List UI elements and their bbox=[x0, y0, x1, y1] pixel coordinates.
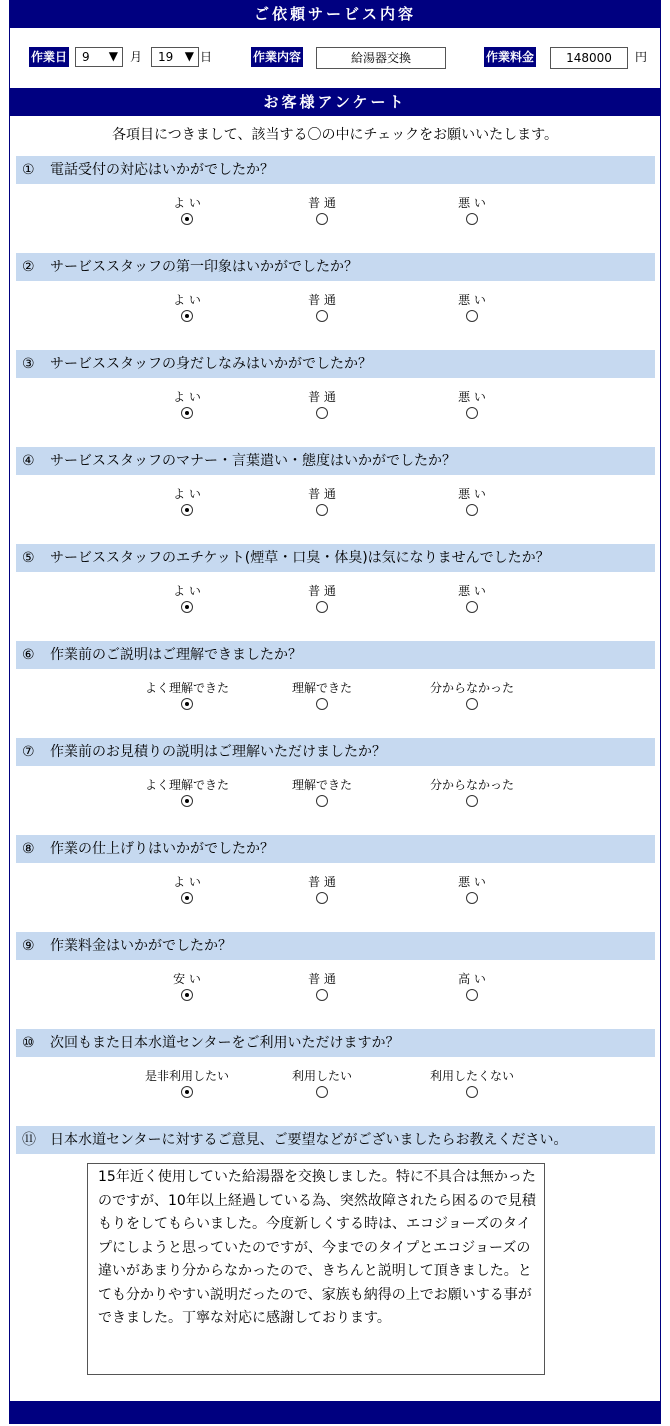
question-6-bar bbox=[16, 641, 655, 669]
radio-button[interactable] bbox=[466, 795, 478, 807]
radio-button[interactable] bbox=[316, 504, 328, 516]
radio-button[interactable] bbox=[181, 989, 193, 1001]
question-4-bar bbox=[16, 447, 655, 475]
question-text: サービススタッフのエチケット(煙草・口臭・体臭)は気になりませんでしたか？ bbox=[50, 550, 550, 566]
question-1-option-3[interactable] bbox=[412, 196, 532, 225]
option-label: 普 通 bbox=[308, 293, 336, 307]
option-label: 普 通 bbox=[308, 972, 336, 986]
question-number: ① bbox=[22, 162, 35, 178]
day-value: 19 bbox=[158, 50, 174, 64]
work-content-field[interactable]: 給湯器交換 bbox=[316, 47, 446, 69]
question-number: ⑧ bbox=[22, 841, 35, 857]
question-4-option-1[interactable] bbox=[127, 487, 247, 516]
question-10-bar bbox=[16, 1029, 655, 1057]
radio-button[interactable] bbox=[466, 407, 478, 419]
question-6-option-1[interactable] bbox=[127, 681, 247, 710]
question-5-option-2[interactable] bbox=[262, 584, 382, 613]
question-4-option-3[interactable] bbox=[412, 487, 532, 516]
question-9-bar bbox=[16, 932, 655, 960]
question-9-option-3[interactable] bbox=[412, 972, 532, 1001]
work-fee-label: 作業料金 bbox=[484, 47, 536, 67]
radio-button[interactable] bbox=[181, 601, 193, 613]
question-11-bar bbox=[16, 1126, 655, 1154]
radio-button[interactable] bbox=[316, 601, 328, 613]
radio-button[interactable] bbox=[181, 213, 193, 225]
question-number: ④ bbox=[22, 453, 35, 469]
question-1-option-2[interactable] bbox=[262, 196, 382, 225]
day-select[interactable] bbox=[151, 47, 199, 67]
radio-button[interactable] bbox=[181, 892, 193, 904]
question-1-option-1[interactable] bbox=[127, 196, 247, 225]
question-5-option-1[interactable] bbox=[127, 584, 247, 613]
option-label: よ い bbox=[173, 875, 201, 889]
question-number: ⑦ bbox=[22, 744, 35, 760]
question-text: 作業前のお見積りの説明はご理解いただけましたか？ bbox=[50, 744, 386, 760]
question-10-option-2[interactable] bbox=[262, 1069, 382, 1098]
chevron-down-icon: ▼ bbox=[108, 49, 118, 63]
option-label: 理解できた bbox=[291, 778, 352, 792]
radio-button[interactable] bbox=[466, 1086, 478, 1098]
question-number: ⑪ bbox=[22, 1132, 36, 1148]
option-label: よ い bbox=[173, 584, 201, 598]
month-value: 9 bbox=[82, 50, 90, 64]
option-label: 悪 い bbox=[458, 487, 486, 501]
radio-button[interactable] bbox=[316, 213, 328, 225]
option-label: 是非利用したい bbox=[144, 1069, 229, 1083]
radio-button[interactable] bbox=[181, 795, 193, 807]
option-label: よく理解できた bbox=[144, 681, 229, 695]
service-header: ご依頼サービス内容 bbox=[9, 0, 661, 28]
radio-button[interactable] bbox=[466, 213, 478, 225]
radio-button[interactable] bbox=[466, 989, 478, 1001]
radio-button[interactable] bbox=[466, 698, 478, 710]
question-number: ⑨ bbox=[22, 938, 35, 954]
fee-unit: 円 bbox=[635, 50, 648, 64]
radio-button[interactable] bbox=[316, 795, 328, 807]
question-2-option-1[interactable] bbox=[127, 293, 247, 322]
option-label: よ い bbox=[173, 293, 201, 307]
option-label: 普 通 bbox=[308, 584, 336, 598]
option-label: 利用したい bbox=[291, 1069, 352, 1083]
radio-button[interactable] bbox=[181, 504, 193, 516]
radio-button[interactable] bbox=[181, 698, 193, 710]
question-number: ⑥ bbox=[22, 647, 35, 663]
option-label: よ い bbox=[173, 390, 201, 404]
question-2-option-3[interactable] bbox=[412, 293, 532, 322]
option-label: 悪 い bbox=[458, 390, 486, 404]
question-6-option-3[interactable] bbox=[412, 681, 532, 710]
option-label: よ い bbox=[173, 487, 201, 501]
question-2-bar bbox=[16, 253, 655, 281]
question-9-option-2[interactable] bbox=[262, 972, 382, 1001]
question-3-option-1[interactable] bbox=[127, 390, 247, 419]
question-9-option-1[interactable] bbox=[127, 972, 247, 1001]
question-number: ② bbox=[22, 259, 35, 275]
option-label: 普 通 bbox=[308, 196, 336, 210]
chevron-down-icon: ▼ bbox=[184, 49, 194, 63]
question-7-option-3[interactable] bbox=[412, 778, 532, 807]
option-label: 悪 い bbox=[458, 293, 486, 307]
question-text: サービススタッフの第一印象はいかがでしたか？ bbox=[50, 259, 358, 275]
radio-button[interactable] bbox=[181, 407, 193, 419]
question-text: 作業の仕上げりはいかがでしたか？ bbox=[50, 841, 274, 857]
option-label: よく理解できた bbox=[144, 778, 229, 792]
question-3-option-2[interactable] bbox=[262, 390, 382, 419]
question-text: 次回もまた日本水道センターをご利用いただけますか？ bbox=[50, 1035, 400, 1051]
question-5-option-3[interactable] bbox=[412, 584, 532, 613]
question-text: 作業前のご説明はご理解できましたか？ bbox=[50, 647, 302, 663]
question-10-option-3[interactable] bbox=[412, 1069, 532, 1098]
radio-button[interactable] bbox=[316, 407, 328, 419]
question-8-bar bbox=[16, 835, 655, 863]
option-label: 分からなかった bbox=[429, 681, 514, 695]
question-8-option-3[interactable] bbox=[412, 875, 532, 904]
option-label: 利用したくない bbox=[429, 1069, 514, 1083]
radio-button[interactable] bbox=[181, 1086, 193, 1098]
option-label: 高 い bbox=[458, 972, 486, 986]
question-8-option-2[interactable] bbox=[262, 875, 382, 904]
footer-bar bbox=[9, 1401, 661, 1424]
option-label: 普 通 bbox=[308, 487, 336, 501]
radio-button[interactable] bbox=[316, 310, 328, 322]
radio-button[interactable] bbox=[466, 504, 478, 516]
question-text: サービススタッフのマナー・言葉遣い・態度はいかがでしたか？ bbox=[50, 453, 456, 469]
month-unit: 月 bbox=[130, 50, 143, 64]
day-unit: 日 bbox=[200, 50, 213, 64]
option-label: 普 通 bbox=[308, 390, 336, 404]
option-label: 悪 い bbox=[458, 196, 486, 210]
option-label: 理解できた bbox=[291, 681, 352, 695]
option-label: 分からなかった bbox=[429, 778, 514, 792]
question-7-option-1[interactable] bbox=[127, 778, 247, 807]
survey-header: お客様アンケート bbox=[9, 88, 661, 116]
radio-button[interactable] bbox=[316, 1086, 328, 1098]
question-text: サービススタッフの身だしなみはいかがでしたか？ bbox=[50, 356, 372, 372]
question-4-option-2[interactable] bbox=[262, 487, 382, 516]
radio-button[interactable] bbox=[466, 310, 478, 322]
work-fee-field[interactable]: 148000 bbox=[550, 47, 628, 69]
work-content-label: 作業内容 bbox=[251, 47, 303, 67]
question-5-bar bbox=[16, 544, 655, 572]
radio-button[interactable] bbox=[316, 892, 328, 904]
option-label: 悪 い bbox=[458, 584, 486, 598]
comment-textarea[interactable]: 15年近く使用していた給湯器を交換しました。特に不具合は無かったのですが、10年以上経過している為、突然故障されたら困るので見積もりをしてもらいました。今度新しくする時は、エコジョーズのタイプにしようと思っていたのですが、今までのタイプとエコジョーズの違いがあまり分からなかったので、きちんと説明して頂きました。とても分かりやすい説明だったので、家族も納得の上でお願いする事ができました。丁寧な対応に感謝しております。 bbox=[87, 1163, 545, 1375]
question-7-bar bbox=[16, 738, 655, 766]
survey-instructions: 各項目につきまして、該当する〇の中にチェックをお願いいたします。 bbox=[112, 127, 558, 143]
option-label: 悪 い bbox=[458, 875, 486, 889]
option-label: 安 い bbox=[173, 972, 201, 986]
radio-button[interactable] bbox=[466, 892, 478, 904]
question-7-option-2[interactable] bbox=[262, 778, 382, 807]
question-number: ⑤ bbox=[22, 550, 35, 566]
radio-button[interactable] bbox=[181, 310, 193, 322]
question-6-option-2[interactable] bbox=[262, 681, 382, 710]
question-3-bar bbox=[16, 350, 655, 378]
question-number: ③ bbox=[22, 356, 35, 372]
question-text: 作業料金はいかがでしたか？ bbox=[50, 938, 232, 954]
question-number: ⑩ bbox=[22, 1035, 35, 1051]
work-date-label: 作業日 bbox=[29, 47, 69, 67]
question-text: 電話受付の対応はいかがでしたか？ bbox=[50, 162, 274, 178]
question-text: 日本水道センターに対するご意見、ご要望などがございましたらお教えください。 bbox=[50, 1132, 568, 1148]
option-label: よ い bbox=[173, 196, 201, 210]
option-label: 普 通 bbox=[308, 875, 336, 889]
question-2-option-2[interactable] bbox=[262, 293, 382, 322]
radio-button[interactable] bbox=[316, 698, 328, 710]
question-8-option-1[interactable] bbox=[127, 875, 247, 904]
radio-button[interactable] bbox=[466, 601, 478, 613]
question-1-bar bbox=[16, 156, 655, 184]
question-10-option-1[interactable] bbox=[127, 1069, 247, 1098]
month-select[interactable] bbox=[75, 47, 123, 67]
question-3-option-3[interactable] bbox=[412, 390, 532, 419]
radio-button[interactable] bbox=[316, 989, 328, 1001]
